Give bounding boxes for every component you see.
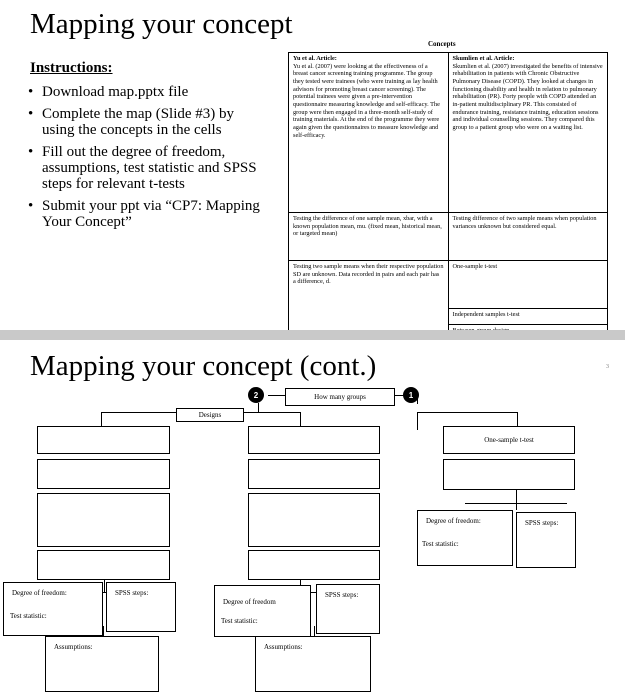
concept-cell-one-sample-t[interactable]: One-sample t-test <box>448 261 608 309</box>
left-assumptions-box[interactable] <box>45 636 159 692</box>
assumptions-label: Assumptions: <box>264 643 303 651</box>
mid-df-box[interactable] <box>214 585 311 637</box>
connector-line <box>104 580 105 592</box>
empty-box-left-3[interactable] <box>37 493 170 547</box>
connector-line <box>417 412 517 413</box>
connector-line <box>465 503 567 504</box>
test-statistic-label: Test statistic: <box>221 617 258 625</box>
slide-1 <box>0 0 625 330</box>
concept-cell-two-sample-desc[interactable]: Testing difference of two sample means when population variances unknown but considered equal. <box>448 213 608 261</box>
concepts-table-title: Concepts <box>428 40 456 48</box>
root-label: How many groups <box>314 392 366 401</box>
empty-box-left-1[interactable] <box>37 426 170 454</box>
instructions-list <box>28 84 268 236</box>
instruction-item: • Complete the map (Slide #3) by using the concepts in the cells <box>28 106 268 138</box>
designs-box[interactable] <box>176 408 244 422</box>
connector-line <box>517 412 518 426</box>
test-statistic-label: Test statistic: <box>422 540 459 548</box>
connector-line <box>268 395 286 396</box>
left-df-box[interactable] <box>3 582 103 636</box>
right-df-box[interactable] <box>417 510 513 566</box>
concept-cell-title: Yu et al. Article: <box>293 55 337 62</box>
instruction-item: • Submit your ppt via “CP7: Mapping Your Concept” <box>28 198 268 230</box>
connector-line <box>314 626 315 636</box>
empty-box-left-2[interactable] <box>37 459 170 489</box>
designs-label: Designs <box>198 410 222 419</box>
assumptions-label: Assumptions: <box>54 643 93 651</box>
degree-of-freedom-label: Degree of freedom <box>223 598 276 606</box>
connector-line <box>103 626 104 636</box>
slide-divider <box>0 330 625 340</box>
empty-box-mid-2[interactable] <box>248 459 380 489</box>
test-statistic-label: Test statistic: <box>10 612 47 620</box>
concept-cell-title: Skumlien et al. Article: <box>452 55 515 62</box>
badge-label: 1 <box>408 390 414 400</box>
left-spss-box[interactable] <box>106 582 176 632</box>
connector-line <box>417 412 418 430</box>
degree-of-freedom-label: Degree of freedom: <box>12 589 67 597</box>
concept-cell-text: Yu et al. (2007) were looking at the effectiveness of a breast cancer screening training programme. The group they tested were trainees (who were training as lay health advisors for promoting breast cancer screening). The potential trainees were given a pre-intervention questionnaire measuring knowledge and self-efficacy. The group were then engaged in a three-month self-study of training materials. At the end of the programme they were again given the questionnaires to measure knowledge and self-efficacy. <box>293 62 440 139</box>
empty-box-mid-1[interactable] <box>248 426 380 454</box>
connector-line <box>300 412 301 426</box>
empty-box-mid-4[interactable] <box>248 550 380 580</box>
spss-steps-label: SPSS steps: <box>115 589 149 597</box>
one-sample-box[interactable] <box>443 426 575 454</box>
badge-label: 2 <box>253 390 259 400</box>
empty-box-mid-3[interactable] <box>248 493 380 547</box>
right-spss-box[interactable] <box>516 512 576 568</box>
concept-cell-one-sample-desc[interactable]: Testing the difference of one sample mean, xbar, with a known population mean, mu. (fixed mean, historical mean, or targeted mean) <box>289 213 449 261</box>
badge-two-groups <box>248 387 264 403</box>
concept-cell-text: Skumlien et al. (2007) investigated the benefits of intensive rehabilitation in patients with Chronic Obstructive Pulmonary Disease (COPD). They looked at changes in functioning disability and health in relation to pulmonary rehabilitation (PR). Forty people with COPD attended an in-patient multidisciplinary PR. This consisted of endurance training, resistance training, education sessions and individual counselling sessions. They compared this group to a patient group who were on a waiting list. <box>452 62 603 132</box>
concept-cell-paired-desc[interactable]: Testing two sample means when their respective population SD are unknown. Data recorded in pairs and each pair has a difference, d. <box>289 261 449 341</box>
connector-line <box>516 490 517 510</box>
root-box[interactable] <box>285 388 395 406</box>
slide-2 <box>0 340 625 700</box>
connector-line <box>258 403 259 412</box>
spss-steps-label: SPSS steps: <box>325 591 359 599</box>
slide-2-title: Mapping your concept (cont.) <box>30 350 377 382</box>
mid-spss-box[interactable] <box>316 584 380 634</box>
degree-of-freedom-label: Degree of freedom: <box>426 517 481 525</box>
spss-steps-label: SPSS steps: <box>525 519 559 527</box>
concept-cell-independent-t[interactable]: Independent samples t-test <box>448 309 608 325</box>
connector-line <box>101 412 102 426</box>
empty-box-left-4[interactable] <box>37 550 170 580</box>
instructions-heading: Instructions: <box>30 60 113 76</box>
instruction-item: • Download map.pptx file <box>28 84 268 100</box>
concept-cell-yu[interactable] <box>289 53 449 213</box>
concepts-table <box>288 52 608 357</box>
slide-1-title: Mapping your concept <box>30 8 293 40</box>
mid-assumptions-box[interactable] <box>255 636 371 692</box>
page-number: 3 <box>606 364 609 370</box>
concept-cell-skumlien[interactable] <box>448 53 608 213</box>
instruction-item: • Fill out the degree of freedom, assumptions, test statistic and SPSS steps for relevant t-tests <box>28 144 268 192</box>
empty-box-right-1[interactable] <box>443 459 575 490</box>
one-sample-label: One-sample t-test <box>484 435 534 444</box>
badge-one-group <box>403 387 419 403</box>
